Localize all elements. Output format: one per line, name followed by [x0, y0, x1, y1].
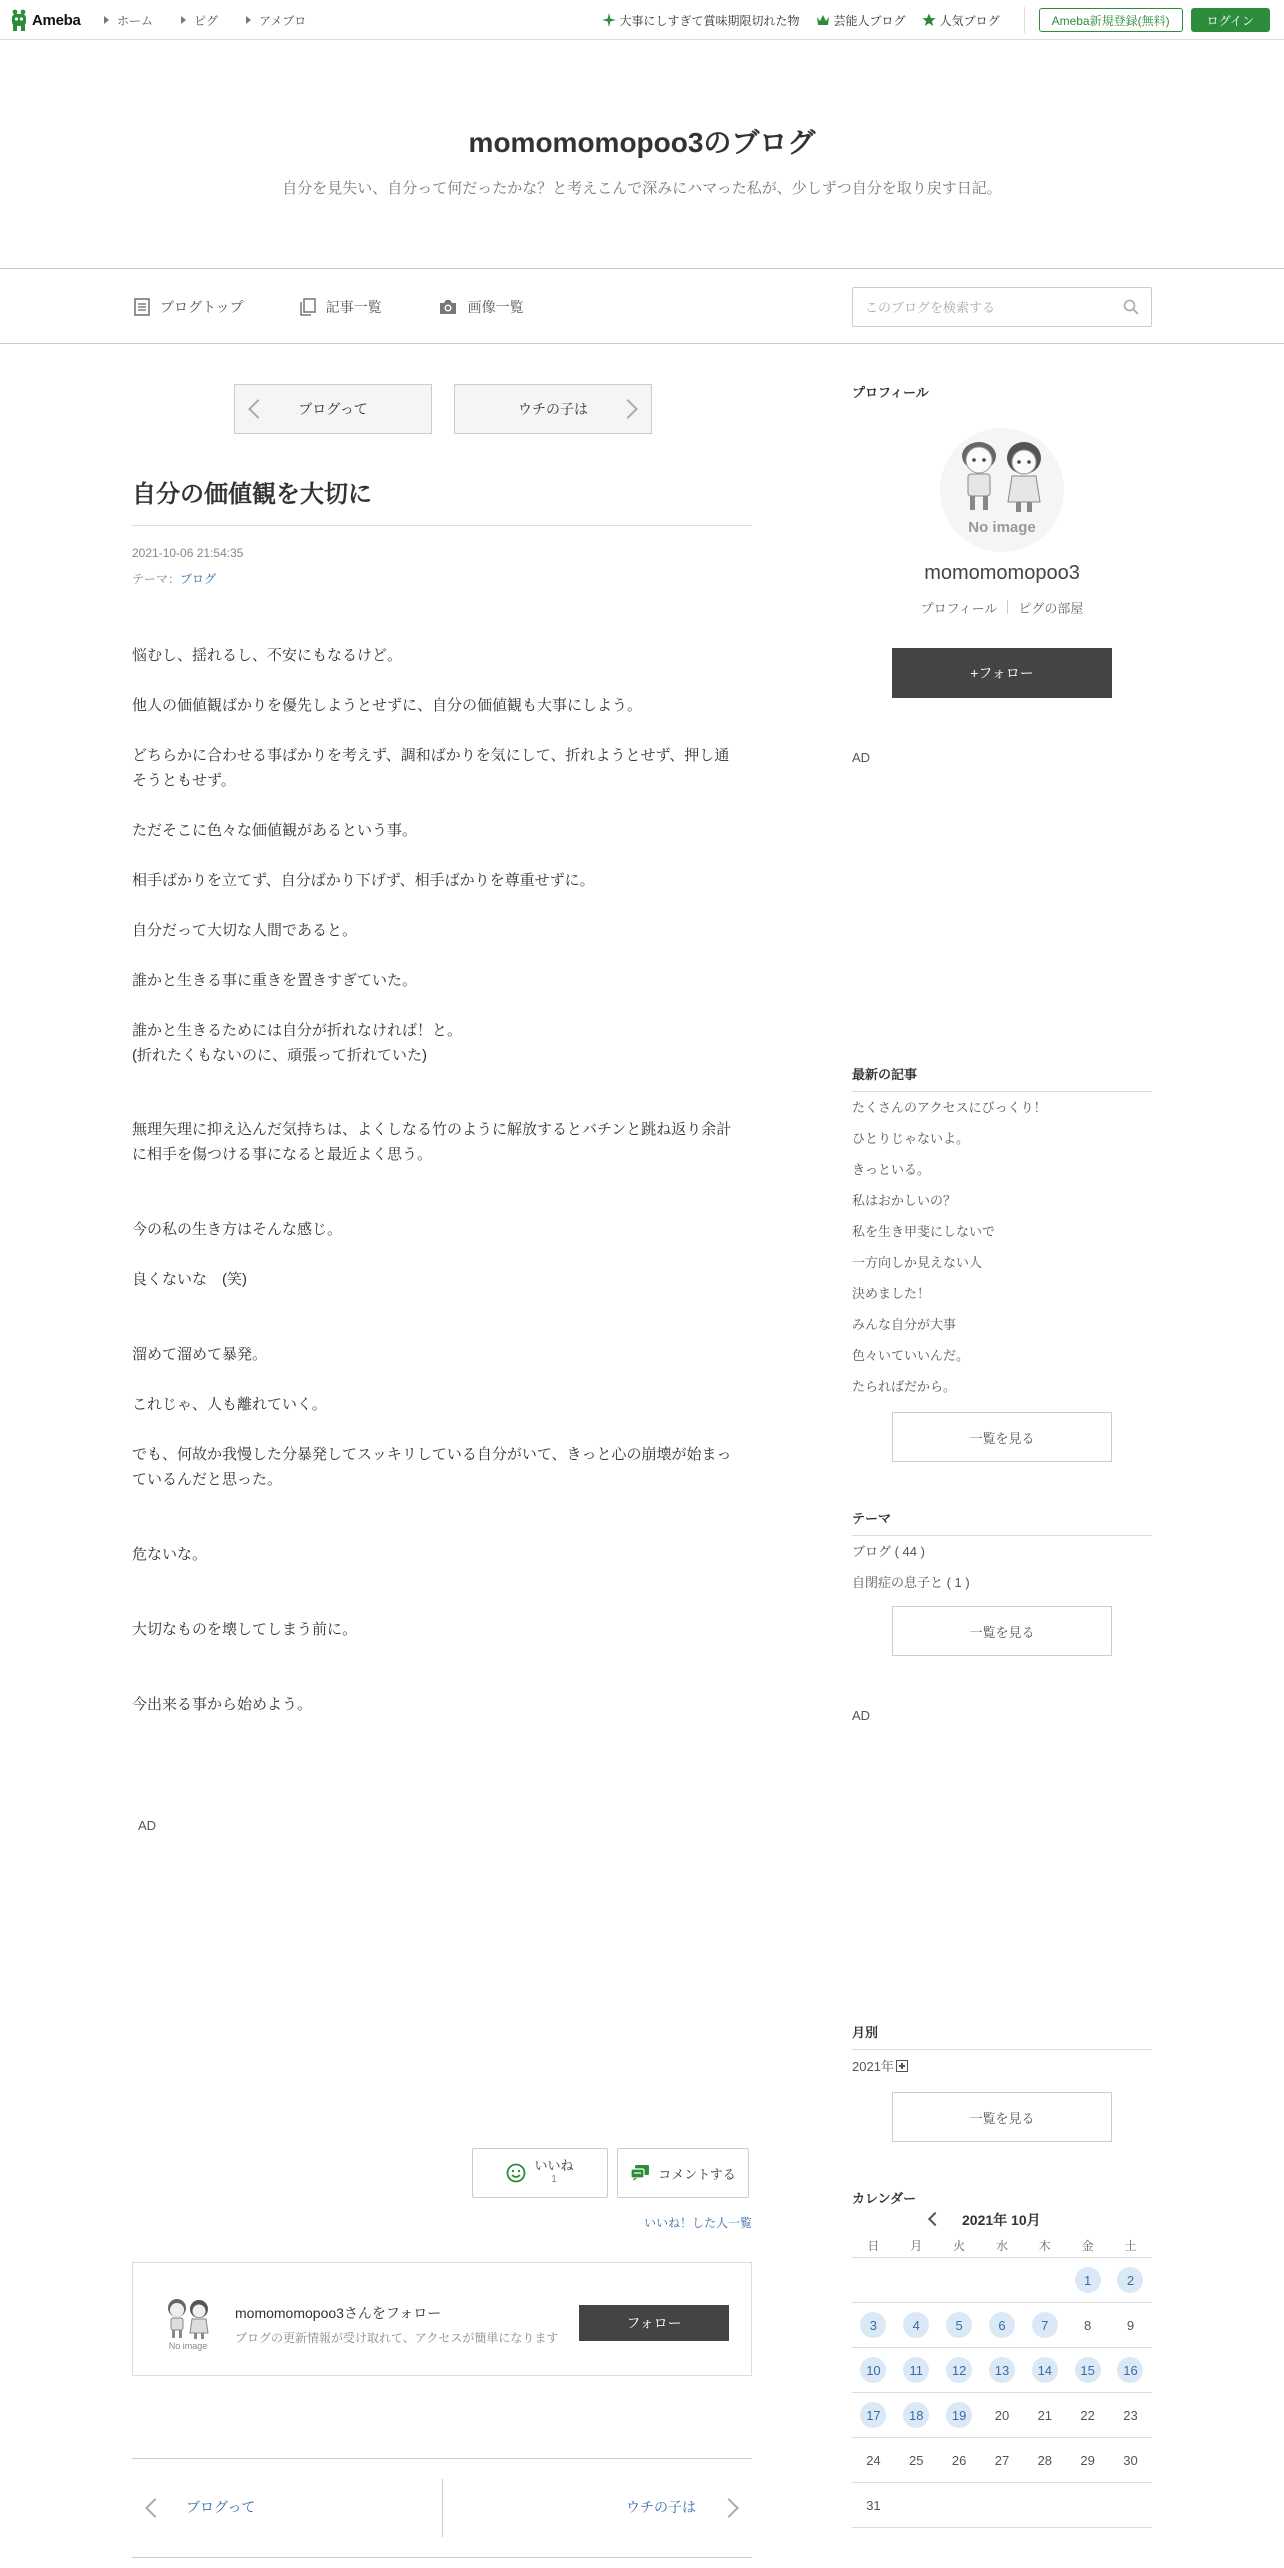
- article-paragraph: 悩むし、揺れるし、不安にもなるけど。: [132, 647, 403, 664]
- global-header-right: [586, 0, 1270, 40]
- article-paragraph: 他人の価値観ばかりを優先しようとせずに、自分の価値観も大事にしよう。: [132, 697, 643, 714]
- calendar-cell: [981, 2393, 1024, 2437]
- recent-article-item[interactable]: 色々いていいんだ。: [852, 1348, 970, 1363]
- calendar-day: 24: [866, 2452, 881, 2468]
- article-paragraph: 誰かと生きるためには自分が折れなければ！と。: [132, 1022, 463, 1039]
- next-article-label: ウチの子は: [518, 401, 588, 417]
- calendar-day[interactable]: 12: [946, 2357, 972, 2383]
- article-paragraph: 無理矢理に抑え込んだ気持ちは、よくしなる竹のように解放するとバチンと跳ね返り余計に相手を傷つける事になると最近よく思う。: [132, 1121, 732, 1163]
- calendar-day: 8: [1084, 2317, 1092, 2333]
- calendar-cell: [938, 2393, 981, 2437]
- calendar-cell: [938, 2303, 981, 2347]
- calendar-day: 29: [1080, 2452, 1095, 2468]
- article-paragraph: 良くないな (笑): [132, 1271, 247, 1288]
- calendar-cell: [852, 2303, 895, 2347]
- like-button[interactable]: [472, 2148, 608, 2198]
- theme-more-button[interactable]: 一覧を見る: [892, 1606, 1112, 1656]
- calendar-cell: [938, 2258, 981, 2302]
- calendar-day[interactable]: 16: [1117, 2357, 1143, 2383]
- copy-icon: [300, 298, 316, 316]
- calendar-cell: [895, 2438, 938, 2482]
- ad-label: AD: [138, 1818, 157, 1833]
- calendar-cell: [1023, 2348, 1066, 2392]
- follow-box-name: momomomopoo3さんをフォロー: [235, 2305, 442, 2321]
- calendar-cell: [895, 2258, 938, 2302]
- chevron-left-icon: [145, 2498, 165, 2518]
- nav-image-list[interactable]: [438, 297, 524, 317]
- calendar-day[interactable]: 13: [989, 2357, 1015, 2383]
- calendar-cell: [1109, 2258, 1152, 2302]
- calendar-cell: [852, 2483, 895, 2527]
- article-paragraph: 危ないな。: [132, 1546, 208, 1563]
- profile-heading: プロフィール: [852, 385, 929, 400]
- article-paragraph: 自分だって大切な人間であると。: [132, 922, 358, 939]
- recent-article-item[interactable]: きっといる。: [852, 1162, 931, 1177]
- ameba-logo-text: Ameba: [32, 11, 81, 29]
- calendar-cell: [1023, 2393, 1066, 2437]
- calendar-month: 2021年 10月: [962, 2212, 1041, 2228]
- prev-article-button[interactable]: [234, 384, 432, 434]
- calendar-day[interactable]: 18: [903, 2402, 929, 2428]
- recent-articles-list: [852, 1098, 1152, 1408]
- year-toggle[interactable]: [852, 2056, 908, 2075]
- gnav-home-label: ホーム: [117, 13, 154, 28]
- profile-avatar[interactable]: [940, 428, 1064, 552]
- comment-button[interactable]: [617, 2148, 749, 2198]
- global-nav: [104, 0, 306, 40]
- liked-users-link[interactable]: いいね！した人一覧: [643, 2216, 752, 2230]
- ameba-logo[interactable]: [10, 8, 81, 32]
- calendar-cell: [1109, 2303, 1152, 2347]
- calendar-day[interactable]: 7: [1032, 2312, 1058, 2338]
- sidebar-ad-label-2: AD: [852, 1708, 871, 1723]
- calendar-weekday: 水: [995, 2239, 1008, 2253]
- calendar-weekday: 日: [867, 2239, 880, 2253]
- calendar-day[interactable]: 14: [1032, 2357, 1058, 2383]
- calendar-day: 22: [1080, 2407, 1095, 2423]
- year-label: 2021年: [852, 2059, 894, 2074]
- calendar-day: 21: [1037, 2407, 1053, 2423]
- calendar-cell: [981, 2303, 1024, 2347]
- celebrity-blog-label: 芸能人ブログ: [833, 13, 906, 28]
- blog-description: 自分を見失い、自分って何だったかな？と考えこんで深みにハマった私が、少しずつ自分を取り戻す日記。: [282, 180, 1002, 197]
- calendar-cell: [1066, 2483, 1109, 2527]
- calendar-cell: [1109, 2438, 1152, 2482]
- calendar-cell: [895, 2348, 938, 2392]
- nav-blog-top[interactable]: [134, 297, 244, 317]
- trend-link[interactable]: [602, 12, 800, 29]
- recent-article-item[interactable]: たくさんのアクセスにびっくり！: [852, 1100, 1047, 1115]
- pigg-room-link[interactable]: ピグの部屋: [1018, 601, 1084, 616]
- calendar-cell: [852, 2393, 895, 2437]
- calendar-day[interactable]: 5: [946, 2312, 972, 2338]
- calendar-cell: [1066, 2303, 1109, 2347]
- calendar-cell: [1109, 2348, 1152, 2392]
- like-count: 1: [551, 2174, 557, 2185]
- calendar-day: 25: [909, 2452, 924, 2468]
- sidebar-follow-button[interactable]: +フォロー: [892, 648, 1112, 698]
- calendar-weekday: 金: [1081, 2239, 1094, 2253]
- nav-blog-top-label: ブログトップ: [160, 299, 244, 315]
- triangle-icon: [104, 16, 109, 24]
- popular-blog-label: 人気ブログ: [939, 13, 1000, 28]
- recent-more-button[interactable]: 一覧を見る: [892, 1412, 1112, 1462]
- calendar-weekday: 月: [910, 2239, 923, 2253]
- calendar-day[interactable]: 1: [1075, 2267, 1101, 2293]
- article-paragraph: ただそこに色々な価値観があるという事。: [132, 822, 418, 839]
- follow-box: [132, 2262, 752, 2376]
- like-label: いいね: [534, 2158, 574, 2173]
- calendar-grid: [852, 2234, 1152, 2528]
- calendar-week-row: [852, 2348, 1152, 2393]
- calendar-day[interactable]: 4: [903, 2312, 929, 2338]
- calendar-weekday: 木: [1038, 2239, 1051, 2253]
- article-title[interactable]: 自分の価値観を大切に: [132, 474, 752, 526]
- calendar-week-row: [852, 2393, 1152, 2438]
- recent-article-item[interactable]: 私はおかしいの？: [852, 1193, 957, 1208]
- recent-article-item[interactable]: 私を生き甲斐にしないで: [852, 1224, 996, 1239]
- ameba-logo-icon: [10, 8, 28, 32]
- article-theme: [132, 570, 216, 587]
- calendar-cell: [852, 2258, 895, 2302]
- calendar-day[interactable]: 17: [860, 2402, 886, 2428]
- calendar-cell: [981, 2483, 1024, 2527]
- calendar-cell: [1066, 2438, 1109, 2482]
- calendar-week-row: [852, 2483, 1152, 2528]
- calendar-day: 26: [951, 2452, 967, 2468]
- trend-link-label: 大事にしすぎて賞味期限切れた物: [619, 13, 800, 28]
- article-paragraph: 相手ばかりを立てず、自分ばかり下げず、相手ばかりを尊重せずに。: [132, 872, 595, 889]
- prev-article-label: ブログって: [298, 401, 368, 417]
- pager-divider: [442, 2479, 443, 2537]
- blog-header: [0, 41, 1284, 269]
- comment-icon: [630, 2164, 650, 2182]
- calendar-day: 20: [994, 2407, 1010, 2423]
- calendar-cell: [1023, 2438, 1066, 2482]
- calendar-day[interactable]: 3: [860, 2312, 886, 2338]
- no-image-label: No image: [168, 2341, 208, 2351]
- triangle-icon: [246, 16, 251, 24]
- celebrity-blog-link[interactable]: [816, 12, 906, 29]
- calendar-day[interactable]: 19: [946, 2402, 972, 2428]
- profile-links: [852, 598, 1152, 617]
- sparkle-icon: [602, 13, 616, 27]
- camera-icon: [438, 299, 458, 315]
- article-theme-prefix: テーマ：: [132, 572, 181, 586]
- nav-image-list-label: 画像一覧: [467, 299, 524, 315]
- calendar-header: [852, 2208, 1152, 2228]
- gnav-home[interactable]: [104, 12, 153, 29]
- recent-articles-heading: 最新の記事: [852, 1064, 1152, 1092]
- article-paragraph: 溜めて溜めて暴発。: [132, 1346, 268, 1363]
- calendar-cell: [938, 2348, 981, 2392]
- calendar-day[interactable]: 10: [860, 2357, 886, 2383]
- calendar-weekday: 土: [1124, 2239, 1137, 2253]
- calendar-cell: [1066, 2348, 1109, 2392]
- calendar-week-row: [852, 2303, 1152, 2348]
- global-header: [0, 0, 1284, 40]
- monthly-heading: 月別: [852, 2022, 1152, 2050]
- article-paragraph: 大切なものを壊してしまう前に。: [132, 1621, 358, 1638]
- follow-box-desc: ブログの更新情報が受け取れて、アクセスが簡単になります: [235, 2331, 559, 2345]
- blog-search: [852, 287, 1152, 327]
- calendar-cell: [852, 2348, 895, 2392]
- article-paragraph: (折れたくもないのに、頑張って折れていた): [132, 1047, 427, 1064]
- blog-nav: [0, 270, 1284, 344]
- calendar-cell: [1023, 2258, 1066, 2302]
- search-icon[interactable]: [1123, 299, 1139, 315]
- sidebar-ad-label: AD: [852, 750, 871, 765]
- calendar-day[interactable]: 11: [903, 2357, 929, 2383]
- article-pager-bottom: [132, 2458, 752, 2558]
- article-paragraph: これじゃ、人も離れていく。: [132, 1396, 327, 1413]
- gnav-pigg[interactable]: [181, 12, 218, 29]
- article-paragraph: 今出来る事から始めよう。: [132, 1696, 313, 1713]
- calendar-cell: [1023, 2303, 1066, 2347]
- article-paragraph: 今の私の生き方はそんな感じ。: [132, 1221, 343, 1238]
- article-paragraph: でも、何故か我慢した分暴発してスッキリしている自分がいて、きっと心の崩壊が始まっているんだと思った。: [132, 1446, 732, 1488]
- register-button[interactable]: Ameba新規登録(無料): [1039, 8, 1183, 32]
- theme-list: [852, 1542, 1152, 1604]
- calendar-cell: [895, 2393, 938, 2437]
- calendar-day: 28: [1037, 2452, 1053, 2468]
- profile-name[interactable]: momomomopoo3: [924, 562, 1080, 584]
- calendar-day[interactable]: 6: [989, 2312, 1015, 2338]
- theme-item[interactable]: 自閉症の息子と ( 1 ): [852, 1575, 970, 1590]
- recent-article-item[interactable]: 決めました！: [852, 1286, 931, 1301]
- article-paragraph: どちらかに合わせる事ばかりを考えず、調和ばかりを気にして、折れようとせず、押し通そうともせず。: [132, 747, 730, 789]
- document-icon: [134, 298, 150, 316]
- calendar-day[interactable]: 15: [1075, 2357, 1101, 2383]
- theme-item[interactable]: ブログ ( 44 ): [852, 1544, 925, 1559]
- calendar-cell: [1109, 2393, 1152, 2437]
- reaction-buttons: [472, 2148, 749, 2198]
- recent-article-item[interactable]: ひとりじゃないよ。: [852, 1131, 970, 1146]
- next-article-button[interactable]: [454, 384, 652, 434]
- article-paragraph: 誰かと生きる事に重きを置きすぎていた。: [132, 972, 418, 989]
- calendar-week-row: [852, 2258, 1152, 2303]
- next-article-link[interactable]: ウチの子は: [626, 2499, 696, 2515]
- nav-article-list[interactable]: [300, 297, 382, 317]
- chevron-right-icon: [618, 399, 638, 419]
- calendar-cell: [1066, 2258, 1109, 2302]
- gnav-ameblo-label: アメブロ: [259, 13, 307, 28]
- calendar-cell: [981, 2258, 1024, 2302]
- star-icon: [922, 13, 936, 27]
- nav-article-list-label: 記事一覧: [325, 299, 382, 315]
- recent-article-item[interactable]: 一方向しか見えない人: [852, 1255, 983, 1270]
- calendar-day: 31: [866, 2497, 881, 2513]
- calendar-cell: [938, 2483, 981, 2527]
- calendar-cell: [895, 2483, 938, 2527]
- chevron-right-icon: [719, 2498, 739, 2518]
- calendar-day: 23: [1123, 2407, 1138, 2423]
- article-date: 2021-10-06 21:54:35: [132, 546, 244, 560]
- prev-article-link[interactable]: ブログって: [186, 2499, 256, 2515]
- recent-article-item[interactable]: たらればだから。: [852, 1379, 957, 1394]
- calendar-cell: [852, 2438, 895, 2482]
- gnav-ameblo[interactable]: [246, 12, 306, 29]
- blog-search-input[interactable]: [865, 300, 1123, 315]
- recent-article-item[interactable]: みんな自分が大事: [852, 1317, 957, 1332]
- calendar-day: 30: [1123, 2452, 1138, 2468]
- calendar-weekday-row: [852, 2234, 1152, 2258]
- calendar-cell: [981, 2348, 1024, 2392]
- expand-plus-icon: [896, 2060, 908, 2072]
- calendar-heading: カレンダー: [852, 2191, 917, 2206]
- popular-blog-link[interactable]: [922, 12, 1000, 29]
- calendar-weekday: 火: [953, 2239, 966, 2253]
- chevron-left-icon: [248, 399, 268, 419]
- article-pager-top: [234, 384, 652, 434]
- calendar-cell: [938, 2438, 981, 2482]
- follow-button[interactable]: フォロー: [579, 2305, 729, 2341]
- no-image-label: No image: [968, 519, 1036, 536]
- divider: [1007, 600, 1008, 614]
- calendar-cell: [1066, 2393, 1109, 2437]
- monthly-more-button[interactable]: 一覧を見る: [892, 2092, 1112, 2142]
- chevron-left-icon[interactable]: [928, 2212, 942, 2226]
- gnav-pigg-label: ピグ: [194, 13, 219, 28]
- triangle-icon: [181, 16, 186, 24]
- calendar-cell: [1023, 2483, 1066, 2527]
- header-divider: [1024, 7, 1025, 33]
- profile-link[interactable]: プロフィール: [920, 601, 998, 616]
- blog-title[interactable]: momomomopoo3のブログ: [468, 127, 816, 158]
- article-theme-link[interactable]: ブログ: [180, 572, 217, 586]
- comment-label: コメントする: [658, 2166, 736, 2182]
- calendar-week-row: [852, 2438, 1152, 2483]
- calendar-cell: [895, 2303, 938, 2347]
- login-button[interactable]: ログイン: [1191, 8, 1270, 32]
- calendar-cell: [981, 2438, 1024, 2482]
- theme-heading: テーマ: [852, 1508, 1152, 1536]
- crown-icon: [816, 14, 830, 26]
- calendar-day: 27: [994, 2452, 1010, 2468]
- calendar-day[interactable]: 2: [1117, 2267, 1143, 2293]
- calendar-cell: [1109, 2483, 1152, 2527]
- avatar: [157, 2291, 219, 2353]
- smile-icon: [506, 2163, 526, 2183]
- calendar-day: 9: [1126, 2317, 1135, 2333]
